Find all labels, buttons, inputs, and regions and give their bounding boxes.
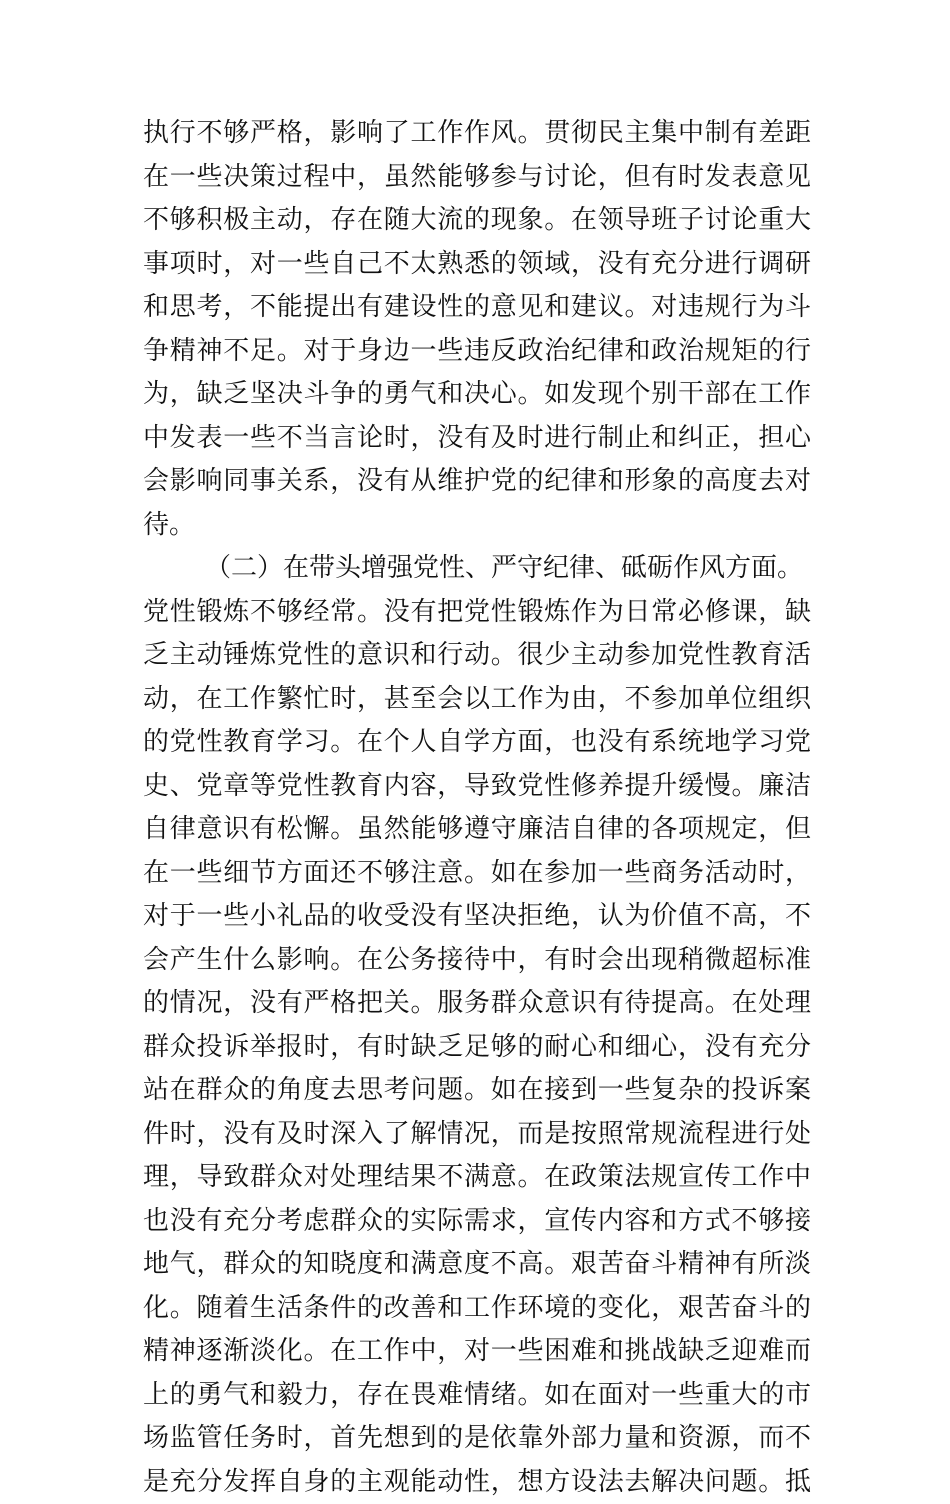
section-heading: （二）在带头增强党性、严守纪律、砥砺作风方面。 [143, 547, 811, 591]
text-line: 也没有充分考虑群众的实际需求，宣传内容和方式不够接 [143, 1200, 811, 1244]
text-line: 待。 [143, 504, 811, 548]
text-line: 理，导致群众对处理结果不满意。在政策法规宣传工作中 [143, 1156, 811, 1200]
text-line: 对于一些小礼品的收受没有坚决拒绝，认为价值不高，不 [143, 895, 811, 939]
text-line: 化。随着生活条件的改善和工作环境的变化，艰苦奋斗的 [143, 1287, 811, 1331]
text-line: 执行不够严格，影响了工作作风。贯彻民主集中制有差距 [143, 112, 811, 156]
text-line: 站在群众的角度去思考问题。如在接到一些复杂的投诉案 [143, 1069, 811, 1113]
text-line: 群众投诉举报时，有时缺乏足够的耐心和细心，没有充分 [143, 1026, 811, 1070]
text-line: 会影响同事关系，没有从维护党的纪律和形象的高度去对 [143, 460, 811, 504]
text-line: 件时，没有及时深入了解情况，而是按照常规流程进行处 [143, 1113, 811, 1157]
text-line: 在一些细节方面还不够注意。如在参加一些商务活动时， [143, 852, 811, 896]
text-line: 上的勇气和毅力，存在畏难情绪。如在面对一些重大的市 [143, 1374, 811, 1418]
text-line: 会产生什么影响。在公务接待中，有时会出现稍微超标准 [143, 939, 811, 983]
text-line: 事项时，对一些自己不太熟悉的领域，没有充分进行调研 [143, 243, 811, 287]
text-line: 地气，群众的知晓度和满意度不高。艰苦奋斗精神有所淡 [143, 1243, 811, 1287]
text-line: 党性锻炼不够经常。没有把党性锻炼作为日常必修课，缺 [143, 591, 811, 635]
text-line: 的党性教育学习。在个人自学方面，也没有系统地学习党 [143, 721, 811, 765]
text-line: 场监管任务时，首先想到的是依靠外部力量和资源，而不 [143, 1417, 811, 1461]
text-line: 精神逐渐淡化。在工作中，对一些困难和挑战缺乏迎难而 [143, 1330, 811, 1374]
text-line: 争精神不足。对于身边一些违反政治纪律和政治规矩的行 [143, 330, 811, 374]
body-text [143, 112, 811, 1504]
text-line: 中发表一些不当言论时，没有及时进行制止和纠正，担心 [143, 417, 811, 461]
text-line: 自律意识有松懈。虽然能够遵守廉洁自律的各项规定，但 [143, 808, 811, 852]
text-line: 史、党章等党性教育内容，导致党性修养提升缓慢。廉洁 [143, 765, 811, 809]
text-line: 和思考，不能提出有建设性的意见和建议。对违规行为斗 [143, 286, 811, 330]
text-line: 是充分发挥自身的主观能动性，想方设法去解决问题。抵 [143, 1461, 811, 1504]
text-line: 乏主动锤炼党性的意识和行动。很少主动参加党性教育活 [143, 634, 811, 678]
text-line: 为，缺乏坚决斗争的勇气和决心。如发现个别干部在工作 [143, 373, 811, 417]
text-line: 不够积极主动，存在随大流的现象。在领导班子讨论重大 [143, 199, 811, 243]
text-line: 在一些决策过程中，虽然能够参与讨论，但有时发表意见 [143, 156, 811, 200]
text-line: 的情况，没有严格把关。服务群众意识有待提高。在处理 [143, 982, 811, 1026]
text-line: 动，在工作繁忙时，甚至会以工作为由，不参加单位组织 [143, 678, 811, 722]
